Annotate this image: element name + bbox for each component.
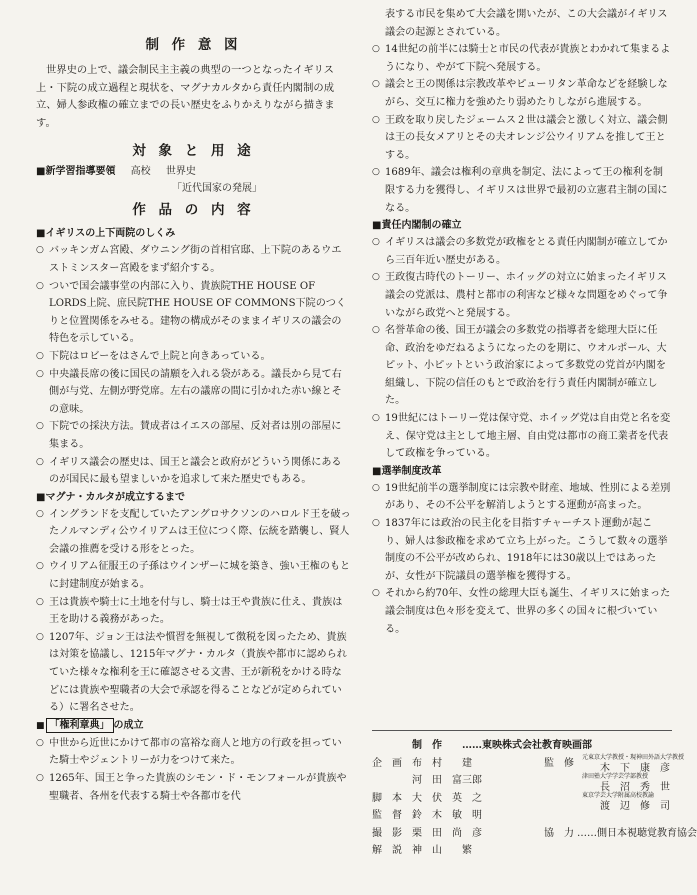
section-list-bill-of-rights-left	[36, 735, 351, 805]
credit-row: 解 説 神 山 繁	[372, 845, 472, 856]
intent-title: 制 作 意 図	[145, 37, 242, 53]
list-item: ○ ウイリアム征服王の子孫はウインザーに城を築き、強い王権のもとに封建制度が始まる。	[36, 561, 351, 591]
list-item: ○ 議会と王の関係は宗教改革やピューリタン革命などを経験しながら、交互に権力を強めたり弱めたりしながら進展する。	[372, 79, 668, 108]
section-list-cabinet	[372, 234, 672, 463]
section-heading-election-reform: ■選挙制度改革	[372, 465, 442, 477]
section-heading-parliament: ■イギリスの上下両院のしくみ	[36, 228, 176, 240]
list-item: ○ 中世から近世にかけて都市の富裕な商人と地方の行政を担っていた騎士やジェントリーが力をつけて来た。	[36, 737, 342, 767]
section-heading-magna-carta: ■マグナ・カルタが成立するまで	[36, 491, 186, 503]
list-item: ○ 王政復古時代のトーリー、ホイッグの対立に始まったイギリス議会の党派は、農村と都市の利害など様々な問題をめぐって争いながら政党へと発展する。	[372, 272, 668, 319]
credit-production: 制 作 ……東映株式会社教育映画部	[412, 740, 592, 751]
section-list-magna-carta	[36, 506, 351, 717]
left-column	[36, 0, 351, 805]
section-list-bill-of-rights-right	[372, 6, 672, 217]
target-subject: 世界史	[165, 166, 196, 178]
credit-row: 撮 影 栗 田 尚 彦 協 力 ……側日本視聴覚教育協会	[372, 827, 697, 839]
credit-row: 監 督 鈴 木 敏 明	[372, 810, 482, 821]
credit-row: 企 画 布 村 建 監 修 元東京大学教授・現神田外語大学教授 木 下 康 彦	[372, 753, 685, 774]
list-item-continued	[372, 6, 672, 41]
list-item: ○ 1207年、ジョン王は法や慣習を無視して徴税を図ったため、貴族は対策を協議し、1215年マグナ・カルタ（貴族や都市に認められていた様々な権利を王に確認させる文書、王が新税をかける時などには貴族や聖職者の大会で承認を得ることなどが定められている）に署名させた。	[36, 631, 347, 714]
list-item: ○ 19世紀前半の選挙制度には宗教や財産、地域、性別による差別があり、その不公平を解消しようとする運動が高まった。	[372, 482, 671, 512]
list-item: ○ 1265年、国王と争った貴族のシモン・ド・モンフォールが貴族や聖職者、各州を代表する騎士や各都市を代	[36, 773, 347, 802]
continued-item-end: 表する市民を集めて大会議を開いたが、この大会議がイギリス議会の起源とされている。	[385, 9, 668, 38]
list-item: ○ ついで国会議事堂の内部に入り、貴族院THE HOUSE OF LORDS上院、庶民院THE HOUSE OF COMMONS下院のつくりと位置関係をみせる。建物の構成がそのままイギリスの議会の特色を示している。	[36, 280, 346, 345]
list-item: ○ それから約70年、女性の総理大臣も誕生、イギリスに始まった議会制度は色々形を変えて、世界の多くの国々に根づいている。	[372, 588, 671, 635]
list-item: ○ 19世紀にはトーリー党は保守党、ホイッグ党は自由党と名を変え、保守党は主として地主層、自由党は都市の商工業者を代表して政権を争っている。	[372, 413, 671, 460]
list-item: ○ 中央議長席の後に国民の請願を入れる袋がある。議長から見て右側が与党、左側が野党席。左右の議席の間に引かれた赤い線とその意味。	[36, 368, 342, 415]
list-item: ○ 王は貴族や騎士に土地を付与し、騎士は王や貴族に仕え、貴族は王を助ける義務があった。	[36, 596, 343, 626]
list-item: ○ 王政を取り戻したジェームス２世は議会と激しく対立、議会側は王の長女メアリとその夫オレンジ公ウイリアムを推して王とする。	[372, 114, 668, 161]
list-item: ○ 下院はロビーをはさんで上院と向きあっている。	[36, 350, 271, 362]
section-list-election-reform	[372, 480, 672, 638]
credits-divider	[372, 730, 672, 731]
list-item: ○ バッキンガム宮殿、ダウニング街の首相官邸、上下院のあるウエストミンスター宮殿をまず紹介する。	[36, 245, 342, 274]
list-item: ○ 14世紀の前半には騎士と市民の代表が貴族とわかれて集まるようになり、やがて下院へ発展する。	[372, 44, 671, 73]
credit-row: 河 田 富三郎 津田塾大学学芸学部教授 長 沼 秀 世	[412, 773, 670, 793]
list-item: ○ 1689年、議会は権利の章典を制定、法によって王の権利を制限する力を獲得し、イギリスは世界で最初の立憲君主制の国になる。	[372, 167, 668, 214]
list-item: ○ イギリス議会の歴史は、国王と議会と政府がどういう関係にあるのが国民に最も望ましいかを追求して来た歴史でもある。	[36, 456, 342, 486]
target-unit: 「近代国家の発展」	[172, 183, 262, 195]
contents-title: 作 品 の 内 容	[132, 202, 255, 219]
credit-row: 脚 本 大 伏 英 之 東京学芸大学附属高校教諭 渡 辺 修 司	[372, 791, 670, 812]
credits-block	[372, 730, 697, 860]
intent-body: 世界史の上で、議会制民主主義の典型の一つとなったイギリス上・下院の成立過程と現状を、マグナカルタから責任内閣制の成立、婦人参政権の確立までの長い歴史をふりかえりながら描きます。	[36, 64, 335, 129]
section-heading-bill-of-rights: ■ 「権利章典」 の成立	[36, 719, 144, 731]
target-line	[36, 163, 351, 180]
target-label: ■新学習指導要領	[36, 166, 116, 178]
list-item: ○ 名誉革命の後、国王が議会の多数党の指導者を総理大臣に任命、政治をゆだねるようになったのを期に、ウオルポール、大ピット、小ピットという政治家によって多数党の党首が内閣を組織し、下院の信任のもとで政治を行う責任内閣制が確立した。	[372, 325, 667, 407]
section-heading-cabinet: ■責任内閣制の確立	[372, 220, 462, 232]
list-item: ○ イングランドを支配していたアングロサクソンのハロルド王を破ったノルマンディ公ウイリアムは王位につく際、伝統を踏襲し、賢人会議の推薦を受ける形をとった。	[36, 508, 351, 555]
target-level: 高校	[130, 166, 151, 178]
boxed-heading: 「権利章典」	[46, 718, 114, 733]
section-list-parliament	[36, 242, 351, 488]
list-item: ○ 1837年には政治の民主化を目指すチャーチスト運動が起こり、婦人は参政権を求めて立ち上がった。こうして数々の選挙制度の不公平が改められ、1918年には30歳以上ではあったが、女性が下院議員の選挙権を獲得する。	[372, 518, 668, 582]
list-item: ○ 下院での採決方法。賛成者はイエスの部屋、反対者は別の部屋に集まる。	[36, 421, 342, 450]
target-title: 対 象 と 用 途	[132, 143, 255, 160]
list-item: ○ イギリスは議会の多数党が政権をとる責任内閣制が確立してから三百年近い歴史がある。	[372, 237, 668, 266]
continued-item-start: 1265年、国王と争った貴族のシモン・ド・モンフォールが貴族や聖職者、各州を代表する騎士や各都市を代	[49, 773, 347, 802]
right-column	[372, 0, 672, 638]
